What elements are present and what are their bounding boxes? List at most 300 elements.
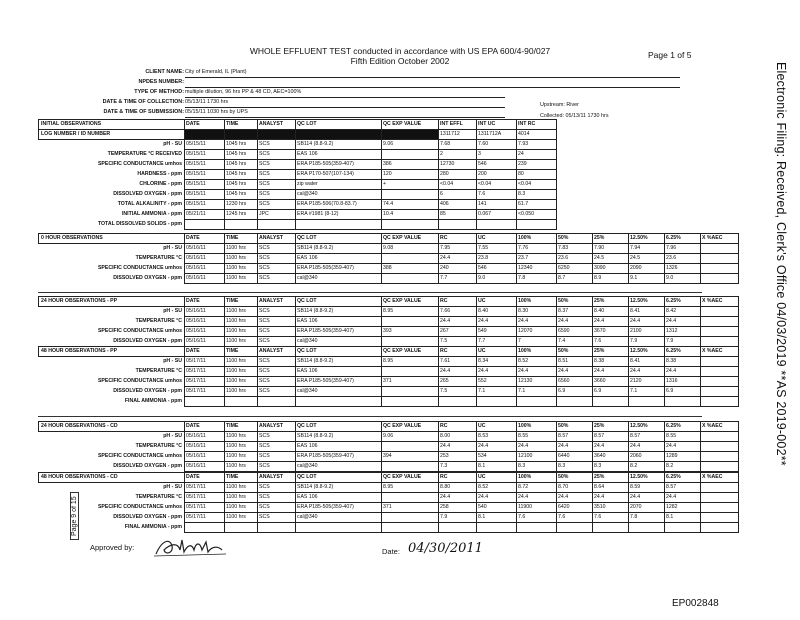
data-cell: 05/16/11 <box>185 337 225 347</box>
data-cell: 8.53 <box>477 432 517 442</box>
collection-row <box>0 98 184 108</box>
data-cell: 8.72 <box>517 483 557 493</box>
data-cell: 7.90 <box>593 244 629 254</box>
data-cell: 6.9 <box>593 387 629 397</box>
data-cell: 24.4 <box>477 367 517 377</box>
data-cell: 23.6 <box>557 254 593 264</box>
observations-body <box>39 473 739 533</box>
column-header: RC <box>439 234 477 244</box>
data-cell: 8.41 <box>629 357 665 367</box>
initial-header-row <box>39 120 557 130</box>
column-header: 6.25% <box>665 297 701 307</box>
table-row <box>39 432 739 442</box>
data-cell <box>701 432 739 442</box>
data-cell: 1230 hrs <box>225 200 258 210</box>
column-header: 50% <box>557 422 593 432</box>
table-row <box>39 462 739 472</box>
filing-stamp: Electronic Filing: Received, Clerk's Office 04/03/2019 **AS 2019-002** <box>774 62 788 466</box>
data-cell <box>382 493 439 503</box>
data-cell: 05/16/11 <box>185 274 225 284</box>
data-cell: 3640 <box>593 452 629 462</box>
data-cell: 200 <box>477 170 517 180</box>
title-line-1: WHOLE EFFLUENT TEST conducted in accordance with US EPA 600/4-90/027 <box>249 46 551 56</box>
data-cell: 2060 <box>629 452 665 462</box>
data-cell: 05/16/11 <box>185 264 225 274</box>
data-cell <box>382 523 439 533</box>
data-cell: 280 <box>439 170 477 180</box>
data-cell: 7 <box>517 337 557 347</box>
data-cell: 1045 hrs <box>225 160 258 170</box>
data-cell: 05/15/11 <box>185 170 225 180</box>
column-header: 25% <box>593 297 629 307</box>
log-number-value: 1311712 <box>439 130 477 140</box>
data-cell: 24.4 <box>593 442 629 452</box>
row-label: INITIAL AMMONIA - ppm <box>121 211 182 217</box>
column-header: 50% <box>557 347 593 357</box>
data-cell: 23.7 <box>517 254 557 264</box>
data-cell: 1100 hrs <box>225 327 258 337</box>
data-cell: 1100 hrs <box>225 264 258 274</box>
data-cell: 2090 <box>629 264 665 274</box>
data-cell <box>225 397 258 407</box>
data-cell <box>701 442 739 452</box>
data-cell: 8.52 <box>517 357 557 367</box>
data-cell: 7.9 <box>665 337 701 347</box>
data-cell: 05/17/11 <box>185 483 225 493</box>
data-cell: 549 <box>477 327 517 337</box>
data-cell: 552 <box>477 377 517 387</box>
data-cell: 24.4 <box>439 254 477 264</box>
data-cell <box>382 462 439 472</box>
data-cell: 05/17/11 <box>185 387 225 397</box>
table-row <box>39 200 557 210</box>
data-cell: 1100 hrs <box>225 337 258 347</box>
data-cell: 24.4 <box>477 442 517 452</box>
table-row <box>39 170 557 180</box>
data-cell: 05/15/11 <box>185 150 225 160</box>
column-header: 25% <box>593 473 629 483</box>
data-cell: cal@340 <box>296 387 382 397</box>
submission-value: 05/15/11 1030 hrs by UPS <box>185 109 505 118</box>
data-cell: ERA P185-505(359-407) <box>296 264 382 274</box>
table-row <box>39 397 739 407</box>
data-cell: 24.5 <box>593 254 629 264</box>
upstream-label: Upstream: River <box>540 102 579 108</box>
column-header: X %AEC <box>701 473 739 483</box>
data-cell: 1100 hrs <box>225 367 258 377</box>
column-header: QC EXP VALUE <box>382 234 439 244</box>
data-cell: 24.4 <box>439 367 477 377</box>
data-cell: 7.95 <box>439 244 477 254</box>
data-cell: 7.9 <box>629 337 665 347</box>
section-header-row <box>39 422 739 432</box>
data-cell: cal@340 <box>296 513 382 523</box>
data-cell: 8.3 <box>593 462 629 472</box>
column-header: 25% <box>593 422 629 432</box>
data-cell: 9.1 <box>629 274 665 284</box>
row-label: pH - SU <box>163 141 182 148</box>
data-cell: SCS <box>258 327 296 337</box>
column-header: QC LOT <box>296 297 382 307</box>
section-header-row <box>39 473 739 483</box>
table-row <box>39 357 739 367</box>
column-header: 6.25% <box>665 347 701 357</box>
data-cell: 1100 hrs <box>225 432 258 442</box>
column-header: UC <box>477 234 517 244</box>
data-cell: 05/16/11 <box>185 254 225 264</box>
column-header: ANALYST <box>258 422 296 432</box>
row-label: CHLORINE - ppm <box>139 181 182 187</box>
data-cell <box>701 523 739 533</box>
data-cell: 8.64 <box>593 483 629 493</box>
data-cell <box>439 220 477 230</box>
data-cell: 24.4 <box>557 317 593 327</box>
data-cell: 7.6 <box>593 337 629 347</box>
data-cell: 9.0 <box>477 274 517 284</box>
data-cell: 9.06 <box>382 432 439 442</box>
data-cell: 1100 hrs <box>225 254 258 264</box>
data-cell: 05/21/11 <box>185 210 225 220</box>
data-cell <box>517 523 557 533</box>
column-header: 12.50% <box>629 347 665 357</box>
table-row <box>39 513 739 523</box>
column-header: DATE <box>185 120 225 130</box>
table-row <box>39 452 739 462</box>
data-cell <box>296 220 382 230</box>
row-label: DISSOLVED OXYGEN - ppm <box>113 463 182 469</box>
data-cell: 8.55 <box>665 432 701 442</box>
data-cell <box>382 513 439 523</box>
data-cell: 12130 <box>517 377 557 387</box>
row-label: TEMPERATURE °C <box>135 368 182 374</box>
table-row <box>39 180 557 190</box>
data-cell <box>258 523 296 533</box>
row-label: pH - SU <box>163 484 182 491</box>
table-row <box>39 140 557 150</box>
data-cell: 7.7 <box>477 337 517 347</box>
data-cell: 05/17/11 <box>185 377 225 387</box>
data-cell: SCS <box>258 150 296 160</box>
data-cell: 05/17/11 <box>185 367 225 377</box>
table-row <box>39 160 557 170</box>
data-cell: SCS <box>258 307 296 317</box>
data-cell <box>701 337 739 347</box>
table-row <box>39 523 739 533</box>
data-cell: 8.9 <box>593 274 629 284</box>
column-header: TIME <box>225 422 258 432</box>
data-cell: 8.70 <box>557 483 593 493</box>
data-cell: 24.5 <box>629 254 665 264</box>
column-header: 100% <box>517 234 557 244</box>
data-cell <box>382 367 439 377</box>
data-cell: 24 <box>517 150 557 160</box>
data-cell <box>701 317 739 327</box>
data-cell: SB114 (8.8-9.2) <box>296 432 382 442</box>
data-cell: 2 <box>439 150 477 160</box>
data-cell: 3670 <box>593 327 629 337</box>
data-cell: EAS 106 <box>296 493 382 503</box>
row-label: SPECIFIC CONDUCTANCE umhos <box>97 453 182 459</box>
data-cell: zip water <box>296 180 382 190</box>
redacted-cell <box>185 130 225 140</box>
column-header: 100% <box>517 473 557 483</box>
data-cell: 7.6 <box>517 513 557 523</box>
data-cell: 1100 hrs <box>225 357 258 367</box>
data-cell: 1100 hrs <box>225 513 258 523</box>
column-header: 50% <box>557 473 593 483</box>
section-header-row <box>39 234 739 244</box>
data-cell: 393 <box>382 327 439 337</box>
data-cell: 1100 hrs <box>225 452 258 462</box>
table-row <box>39 150 557 160</box>
table-row <box>39 274 739 284</box>
data-cell: EAS 106 <box>296 317 382 327</box>
data-cell: SCS <box>258 200 296 210</box>
row-label: pH - SU <box>163 433 182 440</box>
data-cell: <0.04 <box>477 180 517 190</box>
data-cell: 7.1 <box>629 387 665 397</box>
data-cell: 24.4 <box>477 493 517 503</box>
data-cell <box>382 220 439 230</box>
data-cell: 24.4 <box>477 317 517 327</box>
data-cell: EAS 106 <box>296 367 382 377</box>
column-header: QC LOT <box>296 120 382 130</box>
data-cell: 7.83 <box>557 244 593 254</box>
data-cell: 7.55 <box>477 244 517 254</box>
data-cell: 05/17/11 <box>185 493 225 503</box>
data-cell <box>477 397 517 407</box>
table-row <box>39 442 739 452</box>
data-cell: 141 <box>477 200 517 210</box>
submission-row <box>0 108 184 118</box>
data-cell <box>439 523 477 533</box>
column-header: INITIAL OBSERVATIONS <box>39 120 185 130</box>
table-row <box>39 387 739 397</box>
section-title: 24 HOUR OBSERVATIONS - PP <box>39 297 185 307</box>
column-header: DATE <box>185 234 225 244</box>
data-cell <box>477 220 517 230</box>
row-label: FINAL AMMONIA - ppm <box>124 398 182 404</box>
data-cell: 1282 <box>665 503 701 513</box>
data-cell: 7.96 <box>665 244 701 254</box>
data-cell: 7.93 <box>517 140 557 150</box>
column-header: ANALYST <box>258 234 296 244</box>
collection-value: 05/13/11 1730 hrs <box>185 99 505 108</box>
data-cell: 258 <box>439 503 477 513</box>
data-cell: 24.4 <box>557 493 593 503</box>
data-cell: 2100 <box>629 327 665 337</box>
log-number-label: LOG NUMBER / ID NUMBER <box>39 130 185 140</box>
column-header: 100% <box>517 347 557 357</box>
section-title: 24 HOUR OBSERVATIONS - CD <box>39 422 185 432</box>
column-header: TIME <box>225 473 258 483</box>
section-divider <box>38 292 702 293</box>
data-cell <box>382 150 439 160</box>
data-cell: SCS <box>258 264 296 274</box>
column-header: 6.25% <box>665 422 701 432</box>
observations-48hr-cd-table <box>38 472 739 533</box>
data-cell: 24.4 <box>557 367 593 377</box>
data-cell <box>225 523 258 533</box>
data-cell: 8.40 <box>593 307 629 317</box>
data-cell: 24.4 <box>517 442 557 452</box>
column-header: UC <box>477 297 517 307</box>
data-cell: 546 <box>477 160 517 170</box>
column-header: TIME <box>225 297 258 307</box>
data-cell: 8.3 <box>517 462 557 472</box>
data-cell: EAS 106 <box>296 254 382 264</box>
table-row <box>39 307 739 317</box>
column-header: RC <box>439 297 477 307</box>
data-cell: 1100 hrs <box>225 307 258 317</box>
observations-24hr-cd-table <box>38 421 739 472</box>
data-cell: 24.4 <box>665 317 701 327</box>
table-row <box>39 337 739 347</box>
client-name-value: City of Emerald, IL (Plant) <box>185 69 680 78</box>
data-cell: ERA P185-505(359-407) <box>296 160 382 170</box>
data-cell: 265 <box>439 377 477 387</box>
column-header: RC <box>439 473 477 483</box>
data-cell <box>258 220 296 230</box>
data-cell: 7.1 <box>517 387 557 397</box>
column-header: 25% <box>593 347 629 357</box>
table-row <box>39 264 739 274</box>
data-cell: 6420 <box>557 503 593 513</box>
data-cell: 406 <box>439 200 477 210</box>
data-cell: 05/16/11 <box>185 442 225 452</box>
data-cell: 05/15/11 <box>185 190 225 200</box>
data-cell: 24.4 <box>593 317 629 327</box>
npdes-label: NPDES NUMBER: <box>138 79 184 85</box>
row-label: DISSOLVED OXYGEN - ppm <box>113 388 182 394</box>
column-header: QC LOT <box>296 234 382 244</box>
log-number-value: 4014 <box>517 130 557 140</box>
column-header: DATE <box>185 473 225 483</box>
data-cell: 05/17/11 <box>185 503 225 513</box>
data-cell: 11900 <box>517 503 557 513</box>
data-cell: 7.4 <box>557 337 593 347</box>
data-cell: 24.4 <box>517 367 557 377</box>
approved-by-label: Approved by: <box>90 543 135 552</box>
data-cell: 1045 hrs <box>225 190 258 200</box>
data-cell <box>296 397 382 407</box>
column-header: DATE <box>185 347 225 357</box>
data-cell: 8.34 <box>477 357 517 367</box>
column-header: 25% <box>593 234 629 244</box>
data-cell: SCS <box>258 254 296 264</box>
data-cell: SCS <box>258 357 296 367</box>
column-header: QC EXP VALUE <box>382 347 439 357</box>
data-cell: 8.2 <box>665 462 701 472</box>
data-cell: 7.3 <box>439 462 477 472</box>
data-cell: 12340 <box>517 264 557 274</box>
column-header: X %AEC <box>701 234 739 244</box>
table-row <box>39 244 739 254</box>
data-cell: 23.8 <box>477 254 517 264</box>
data-cell: SCS <box>258 180 296 190</box>
row-label: TEMPERATURE °C <box>135 255 182 261</box>
data-cell: 2120 <box>629 377 665 387</box>
data-cell: SCS <box>258 274 296 284</box>
data-cell: cal@340 <box>296 190 382 200</box>
column-header: RC <box>439 347 477 357</box>
row-label: HARDNESS - ppm <box>137 171 182 177</box>
row-label: SPECIFIC CONDUCTANCE umhos <box>97 161 182 167</box>
data-cell: 12100 <box>517 452 557 462</box>
data-cell: 24.4 <box>665 442 701 452</box>
row-label: pH - SU <box>163 245 182 252</box>
column-header: TIME <box>225 120 258 130</box>
table-row <box>39 254 739 264</box>
column-header: ANALYST <box>258 120 296 130</box>
data-cell: 24.4 <box>665 493 701 503</box>
row-label: DISSOLVED OXYGEN - ppm <box>113 191 182 197</box>
data-cell: 05/16/11 <box>185 327 225 337</box>
upstream-collected: Collected: 05/13/11 1730 hrs <box>540 113 609 119</box>
column-header: DATE <box>185 422 225 432</box>
data-cell: SB114 (8.8-9.2) <box>296 140 382 150</box>
data-cell: 253 <box>439 452 477 462</box>
data-cell: 05/16/11 <box>185 244 225 254</box>
approval-date: 04/30/2011 <box>408 541 483 556</box>
column-header: X %AEC <box>701 297 739 307</box>
data-cell: 05/15/11 <box>185 180 225 190</box>
npdes-row <box>0 78 184 88</box>
data-cell <box>701 307 739 317</box>
data-cell: 1100 hrs <box>225 387 258 397</box>
data-cell: 1045 hrs <box>225 180 258 190</box>
data-cell: EAS 106 <box>296 442 382 452</box>
log-number-row <box>39 130 557 140</box>
data-cell: 24.4 <box>517 317 557 327</box>
data-cell: 9.0 <box>665 274 701 284</box>
method-row <box>0 88 184 98</box>
data-cell <box>382 190 439 200</box>
data-cell: ERA P170-507(107-134) <box>296 170 382 180</box>
data-cell: 3 <box>477 150 517 160</box>
data-cell: ERA P185-505(359-407) <box>296 503 382 513</box>
data-cell: 3510 <box>593 503 629 513</box>
data-cell: 80 <box>517 170 557 180</box>
date-label: Date: <box>382 547 400 556</box>
row-label: DISSOLVED OXYGEN - ppm <box>113 275 182 281</box>
bates-number: EP002848 <box>672 598 719 609</box>
data-cell <box>517 220 557 230</box>
data-cell: 267 <box>439 327 477 337</box>
method-value: multiple dilution, 96 hrs PP & 48 CD, AEC=100% <box>185 89 505 98</box>
data-cell: 1100 hrs <box>225 244 258 254</box>
data-cell: SB114 (8.8-9.2) <box>296 483 382 493</box>
data-cell: 05/17/11 <box>185 513 225 523</box>
section-header-row <box>39 347 739 357</box>
data-cell <box>701 254 739 264</box>
data-cell: ERA P185-505(359-407) <box>296 452 382 462</box>
data-cell <box>382 397 439 407</box>
data-cell: 1100 hrs <box>225 317 258 327</box>
data-cell: 7.8 <box>517 274 557 284</box>
data-cell: cal@340 <box>296 274 382 284</box>
row-label: TEMPERATURE °C <box>135 443 182 449</box>
redacted-cell <box>382 130 439 140</box>
data-cell: 7.5 <box>439 337 477 347</box>
data-cell: 05/15/11 <box>185 160 225 170</box>
data-cell: 7.68 <box>439 140 477 150</box>
data-cell: SCS <box>258 140 296 150</box>
data-cell <box>701 377 739 387</box>
table-row <box>39 210 557 220</box>
data-cell <box>185 397 225 407</box>
data-cell: 239 <box>517 160 557 170</box>
